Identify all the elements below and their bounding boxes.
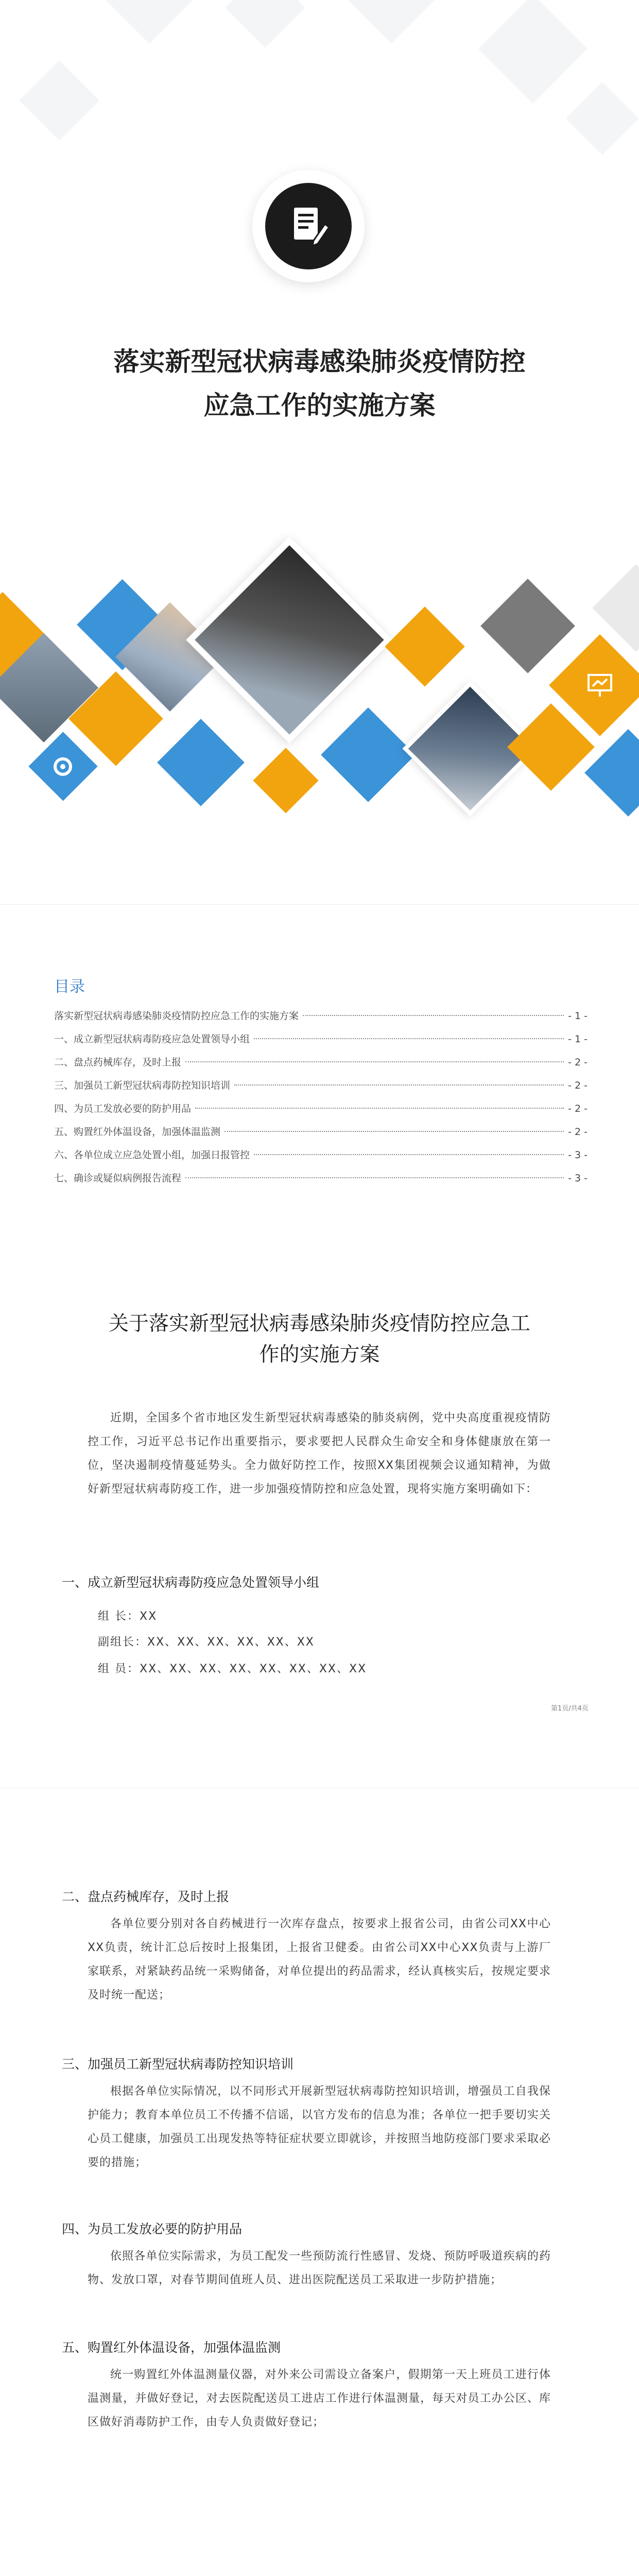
toc-title: 目录	[54, 978, 85, 996]
gear-icon	[49, 753, 76, 780]
section-heading-2: 二、盘点药械库存，及时上报	[62, 1889, 230, 1904]
intro-paragraph: 近期，全国多个省市地区发生新型冠状病毒感染的肺炎病例，党中央高度重视疫情防控工作，习近平总书记作出重要指示，要求要把人民群众生命安全和身体健康放在第一位，坚决遏制疫情蔓延势头。全力做好防控工作，按照XX集团视频会议通知精神，为做好新型冠状病毒防疫工作，进一步加强疫情防控和应急处置，现将实施方案明确如下：	[88, 1412, 551, 1496]
toc-item[interactable]: 三、加强员工新型冠状病毒防控知识培训 - 2 -	[54, 1080, 588, 1091]
decor-tile	[480, 579, 575, 673]
section-2-text: 各单位要分别对各自药械进行一次库存盘点，按要求上报省公司，由省公司XX中心XX负责，统计汇总后按时上报集团，上报省卫健委。由省公司XX中心XX负责与上游厂家联系，对紧缺药品统一采购储备，对单位提出的药品需求，经认真核实后，按规定要求及时统一配送；	[88, 1918, 551, 2002]
toc-item[interactable]: 落实新型冠状病毒感染肺炎疫情防控应急工作的实施方案 - 1 -	[54, 1010, 588, 1022]
doc-title	[51, 1309, 588, 1370]
decor-tile	[157, 719, 245, 806]
decor-diamond	[106, 0, 193, 44]
section-heading-4: 四、为员工发放必要的防护用品	[62, 2222, 243, 2236]
toc-item[interactable]: 四、为员工发放必要的防护用品 - 2 -	[54, 1103, 588, 1114]
decor-tile	[253, 748, 318, 813]
doc-title-line1: 关于落实新型冠状病毒感染肺炎疫情防控应急工	[108, 1312, 530, 1335]
decor-tile	[584, 729, 639, 817]
photo-tile-main	[186, 536, 393, 743]
section-heading-3: 三、加强员工新型冠状病毒防控知识培训	[62, 2057, 294, 2072]
members-row: 组 员：XX、XX、XX、XX、XX、XX、XX、XX	[98, 1663, 367, 1675]
decor-diamond	[566, 82, 638, 155]
page-separator	[0, 904, 639, 905]
section-3-text: 根据各单位实际情况，以不同形式开展新型冠状病毒防控知识培训，增强员工自我保护能力；教育本单位员工不传播不信谣，以官方发布的信息为准；各单位一把手要切实关心员工健康，加强员工出现发热等特征症状要立即就诊，并按照当地防疫部门要求采取必要的措施；	[88, 2085, 551, 2169]
section-heading-1: 一、成立新型冠状病毒防疫应急处置领导小组	[62, 1575, 320, 1590]
document-pen-icon	[283, 200, 334, 252]
decor-diamond	[478, 0, 588, 104]
cover-title-line1: 落实新型冠状病毒感染肺炎疫情防控	[113, 347, 526, 377]
deputy-row: 副组长：XX、XX、XX、XX、XX、XX	[98, 1636, 315, 1649]
presentation-icon	[584, 670, 615, 701]
page-footer: 第1页/共4页	[551, 1705, 589, 1713]
decor-tile	[385, 606, 465, 687]
section-heading-5: 五、购置红外体温设备，加强体温监测	[62, 2340, 281, 2355]
section-5-text: 统一购置红外体温测量仪器，对外来公司需设立备案户，假期第一天上班员工进行体温测量，并做好登记，对去医院配送员工进店工作进行体温测量，每天对员工办公区、库区做好消毒防护工作，由专人负责做好登记；	[88, 2368, 551, 2429]
cover-logo	[252, 170, 365, 282]
toc-item[interactable]: 二、盘点药械库存，及时上报 - 2 -	[54, 1057, 588, 1068]
decor-diamond	[348, 0, 435, 44]
toc-list	[54, 1005, 588, 1190]
leader-row: 组 长：XX	[98, 1610, 158, 1623]
toc-item[interactable]: 六、各单位成立应急处置小组，加强日报管控 - 3 -	[54, 1149, 588, 1161]
decor-diamond	[225, 0, 305, 48]
toc-item[interactable]: 一、成立新型冠状病毒防疫应急处置领导小组 - 1 -	[54, 1033, 588, 1045]
cover-page	[0, 0, 639, 904]
decor-diamond	[19, 60, 99, 141]
section-4-text: 依照各单位实际需求，为员工配发一些预防流行性感冒、发烧、预防呼吸道疾病的药物、发放口罩，对春节期间值班人员、进出医院配送员工采取进一步防护措施；	[88, 2250, 551, 2286]
toc-item[interactable]: 五、购置红外体温设备，加强体温监测 - 2 -	[54, 1126, 588, 1138]
decor-tile	[321, 707, 416, 802]
cover-title-line2: 应急工作的实施方案	[203, 391, 436, 420]
doc-title-line2: 作的实施方案	[259, 1343, 380, 1366]
toc-item[interactable]: 七、确诊或疑似病例报告流程 - 3 -	[54, 1173, 588, 1184]
